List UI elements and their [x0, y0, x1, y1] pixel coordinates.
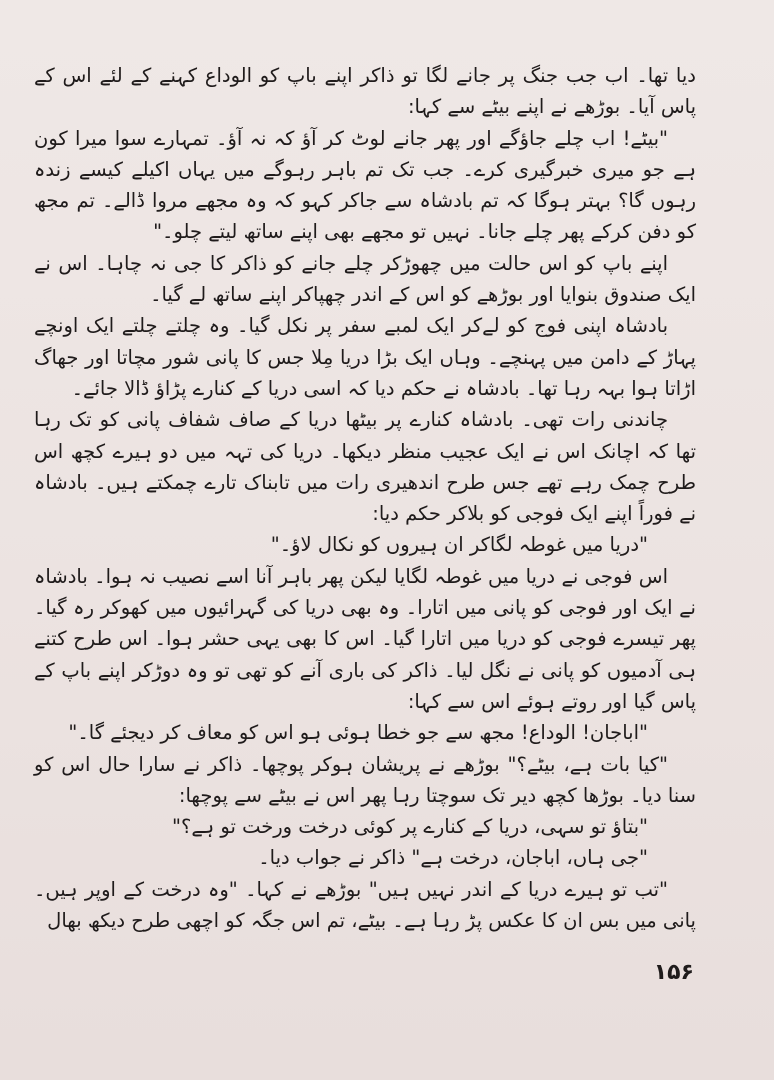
paragraph: چاندنی رات تھی۔ بادشاہ کنارے پر بیٹھا دریا کے صاف شفاف پانی کو تک رہا تھا کہ اچانک اس نے ایک عجیب منظر دیکھا۔ دریا کی تہہ میں دو ہیرے کچھ اس طرح چمک رہے تھے جس طرح اندھیری رات میں تابناک تارے چمکتے ہیں۔ بادشاہ نے فوراً اپنے ایک فوجی کو بلاکر حکم دیا:	[34, 408, 696, 526]
quoted-line: "بتاؤ تو سہی، دریا کے کنارے پر کوئی درخت ورخت تو ہے؟"	[172, 815, 648, 839]
quoted-line: "اباجان! الوداع! مجھ سے جو خطا ہوئی ہو اس کو معاف کر دیجئے گا۔"	[68, 721, 648, 745]
quoted-line: "جی ہاں، اباجان، درخت ہے" ذاکر نے جواب دیا۔	[258, 846, 648, 870]
paragraph: اس فوجی نے دریا میں غوطہ لگایا لیکن پھر باہر آنا اسے نصیب نہ ہوا۔ بادشاہ نے ایک اور فوجی کو پانی میں اتارا۔ وہ بھی دریا کی گہرائیوں میں کھوکر رہ گیا۔ پھر تیسرے فوجی کو دریا میں اتارا گیا۔ اس کا بھی یہی حشر ہوا۔ اس طرح کتنے ہی آدمیوں کو پانی نے نگل لیا۔ ذاکر کی باری آنے کو تھی تو وہ دوڑکر اپنے باپ کے پاس گیا اور روتے ہوئے اس سے کہا:	[34, 564, 696, 713]
quoted-paragraph: "بیٹے! اب چلے جاؤگے اور پھر جانے لوٹ کر آؤ کہ نہ آؤ۔ تمہارے سوا میرا کون ہے جو میری خبرگیری کرے۔ جب تک تم باہر رہوگے میں یہاں اکیلے کیسے زندہ رہوں گا؟ بہتر ہوگا کہ تم بادشاہ سے جاکر کہو کہ وہ مجھے مروا ڈالے۔ تم مجھ کو دفن کرکے پھر چلے جانا۔ نہیں تو مجھے بھی اپنے ساتھ لیتے چلو۔"	[34, 126, 696, 244]
paragraph: "کیا بات ہے، بیٹے؟" بوڑھے نے پریشان ہوکر پوچھا۔ ذاکر نے سارا حال اس کو سنا دیا۔ بوڑھا کچھ دیر تک سوچتا رہا پھر اس نے بیٹے سے پوچھا:	[34, 752, 696, 807]
paragraph: "تب تو ہیرے دریا کے اندر نہیں ہیں" بوڑھے نے کہا۔ "وہ درخت کے اوپر ہیں۔ پانی میں بس ان کا عکس پڑ رہا ہے۔ بیٹے، تم اس جگہ کو اچھی طرح دیکھ بھال	[34, 877, 696, 933]
page-number: ۱۵۶	[653, 960, 694, 985]
paragraph: دیا تھا۔ اب جب جنگ پر جانے لگا تو ذاکر اپنے باپ کو الوداع کہنے کے لئے اس کے پاس آیا۔ بوڑھے نے اپنے بیٹے سے کہا:	[34, 64, 696, 119]
paragraph: بادشاہ اپنی فوج کو لےکر ایک لمبے سفر پر نکل گیا۔ وہ چلتے چلتے ایک اونچے پہاڑ کے دامن میں پہنچے۔ وہاں ایک بڑا دریا مِلا جس کا پانی شور مچاتا اور جھاگ اڑاتا ہوا بہہ رہا تھا۔ بادشاہ نے حکم دیا کہ اسی دریا کے کنارے پڑاؤ ڈالا جائے۔	[34, 314, 696, 400]
paragraph: اپنے باپ کو اس حالت میں چھوڑکر چلے جانے کو ذاکر کا جی نہ چاہا۔ اس نے ایک صندوق بنوایا اور بوڑھے کو اس کے اندر چھپاکر اپنے ساتھ لے گیا۔	[34, 251, 696, 307]
quoted-line: "دریا میں غوطہ لگاکر ان ہیروں کو نکال لاؤ۔"	[270, 533, 648, 557]
page-body-text	[34, 60, 696, 936]
